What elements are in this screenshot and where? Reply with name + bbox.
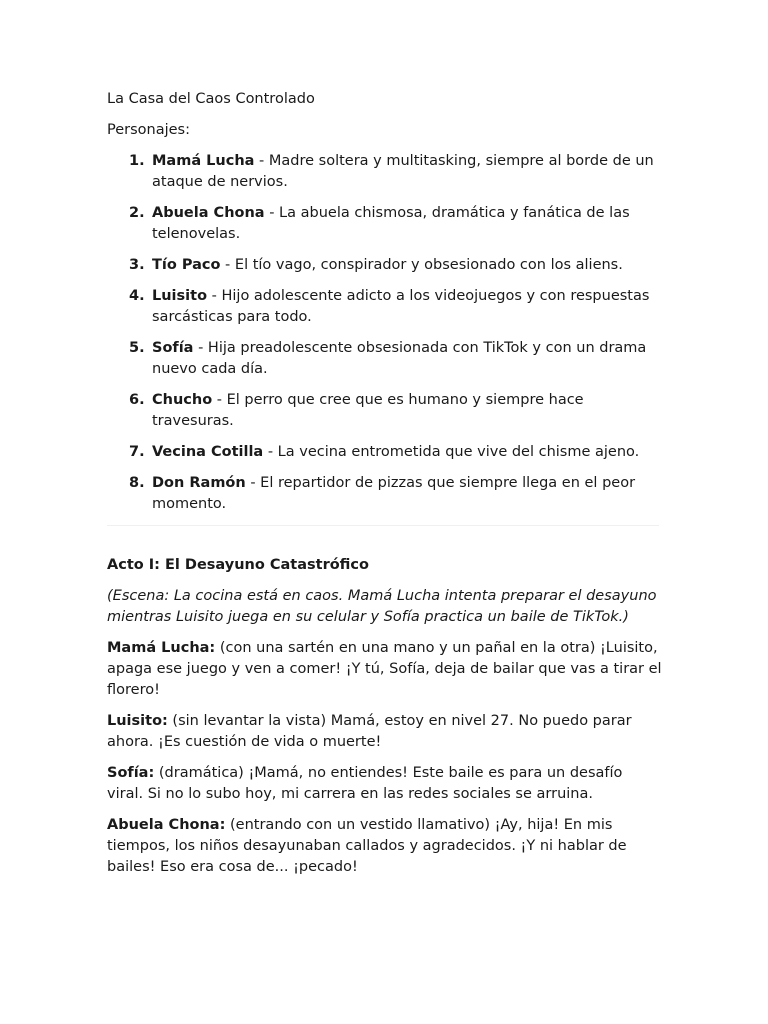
list-item [152,338,662,380]
speaker-name: Mamá Lucha: [107,640,216,656]
list-item [152,442,662,463]
dialogue-text: (entrando con un vestido llamativo) ¡Ay, hija! En mis tiempos, los niños desayunaban callados y agradecidos. ¡Y ni hablar de bailes! Eso era cosa de... ¡pecado! [107,817,627,875]
character-name: Abuela Chona [152,205,265,221]
list-item [152,203,662,245]
dialogue-line [107,638,662,701]
dialogue-line [107,815,662,878]
speaker-name: Abuela Chona: [107,817,226,833]
section-divider [107,525,659,526]
character-name: Chucho [152,392,213,408]
character-description: - La vecina entrometida que vive del chisme ajeno. [263,444,640,460]
character-description: - Hija preadolescente obsesionada con TikTok y con un drama nuevo cada día. [152,340,647,377]
speaker-name: Sofía: [107,765,155,781]
character-name: Sofía [152,340,194,356]
character-name: Don Ramón [152,475,246,491]
dialogue-text: (dramática) ¡Mamá, no entiendes! Este baile es para un desafío viral. Si no lo subo hoy, mi carrera en las redes sociales se arruina. [107,765,623,802]
list-item [152,255,662,276]
list-item [152,473,662,515]
document-title: La Casa del Caos Controlado [107,91,315,107]
character-description: - El repartidor de pizzas que siempre llega en el peor momento. [152,475,636,512]
list-item [152,286,662,328]
character-description: - Madre soltera y multitasking, siempre al borde de un ataque de nervios. [152,153,654,190]
list-item [152,390,662,432]
character-name: Vecina Cotilla [152,444,264,460]
stage-direction: (Escena: La cocina está en caos. Mamá Lucha intenta preparar el desayuno mientras Luisito juega en su celular y Sofía practica un baile de TikTok.) [107,588,657,625]
character-name: Tío Paco [152,257,221,273]
character-description: - Hijo adolescente adicto a los videojuegos y con respuestas sarcásticas para todo. [152,288,650,325]
character-name: Luisito [152,288,208,304]
character-description: - El perro que cree que es humano y siempre hace travesuras. [152,392,584,429]
speaker-name: Luisito: [107,713,168,729]
character-description: - El tío vago, conspirador y obsesionado con los aliens. [220,257,623,273]
act-title: Acto I: El Desayuno Catastrófico [107,557,369,573]
characters-heading: Personajes: [107,122,190,138]
characters-list [107,151,662,515]
dialogue-text: (sin levantar la vista) Mamá, estoy en nivel 27. No puedo parar ahora. ¡Es cuestión de vida o muerte! [107,713,632,750]
character-name: Mamá Lucha [152,153,255,169]
list-item [152,151,662,193]
dialogue-line [107,711,662,753]
dialogue-text: (con una sartén en una mano y un pañal en la otra) ¡Luisito, apaga ese juego y ven a comer! ¡Y tú, Sofía, deja de bailar que vas a tirar el florero! [107,640,662,698]
character-description: - La abuela chismosa, dramática y fanática de las telenovelas. [152,205,630,242]
dialogue-line [107,763,662,805]
